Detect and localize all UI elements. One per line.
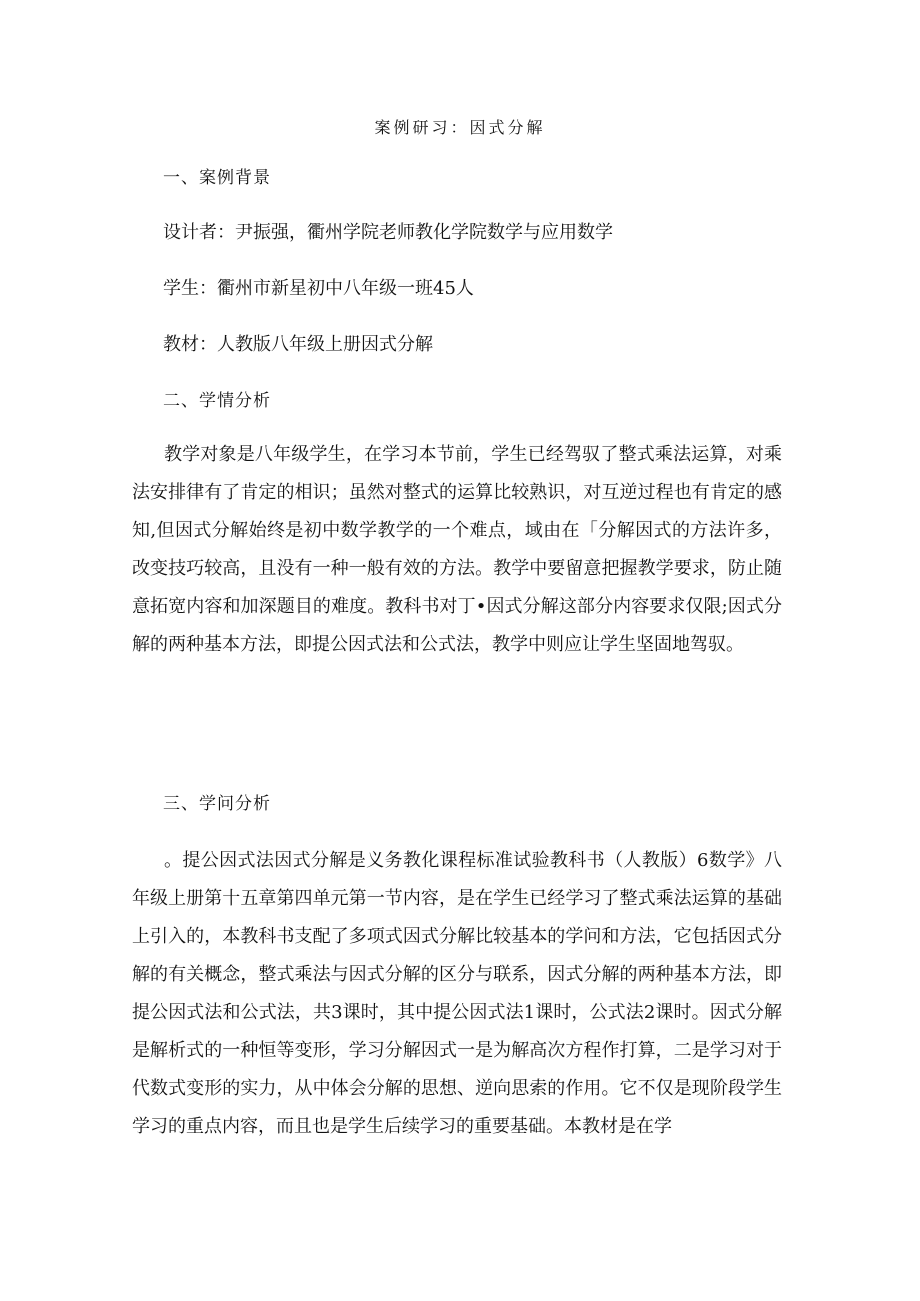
learner-analysis-paragraph: 教学对象是八年级学生，在学习本节前，学生已经驾驭了整式乘法运算，对乘法安排律有了肯定的相识；虽然对整式的运算比较熟识，对互逆过程也有肯定的感知,但因式分解始终是初中数学教学的一个难点，域由在「分解因式的方法许多，改变技巧较高，且没有一种一般有效的方法。教学中要留意把握教学要求，防止随意拓宽内容和加深题目的难度。教科书对丁•因式分解这部分内容要求仅限;因式分解的两种基本方法，即提公因式法和公式法，教学中则应让学生坚固地驾驭。 xyxy=(132,444,782,655)
section-heading-learner-analysis: 二、学情分析 xyxy=(163,391,271,411)
textbook-line: 教材：人教版八年级上册因式分解 xyxy=(163,334,433,355)
designer-line: 设计者：尹振强，衢州学院老师教化学院数学与应用数学 xyxy=(163,222,613,243)
section-heading-knowledge-analysis: 三、学问分析 xyxy=(163,794,271,814)
knowledge-analysis-paragraph: 。提公因式法因式分解是义务教化课程标准试验教科书（人教版）6数学》八年级上册第十五章第四单元第一节内容，是在学生已经学习了整式乘法运算的基础上引入的，本教科书支配了多项式因式分解比较基本的学问和方法，它包括因式分解的有关概念，整式乘法与因式分解的区分与联系，因式分解的两种基本方法，即提公因式法和公式法，共3课时，其中提公因式法1课时，公式法2课时。因式分解是解析式的一种恒等变形，学习分解因式一是为解高次方程作打算，二是学习对于代数式变形的实力，从中体会分解的思想、逆向思索的作用。它不仅是现阶段学生学习的重点内容，而且也是学生后续学习的重要基础。本教材是在学 xyxy=(132,850,782,1137)
document-title: 案例研习：因式分解 xyxy=(374,118,546,137)
section-heading-background: 一、案例背景 xyxy=(163,168,271,188)
students-line: 学生：衢州市新星初中八年级一班45人 xyxy=(163,278,474,299)
